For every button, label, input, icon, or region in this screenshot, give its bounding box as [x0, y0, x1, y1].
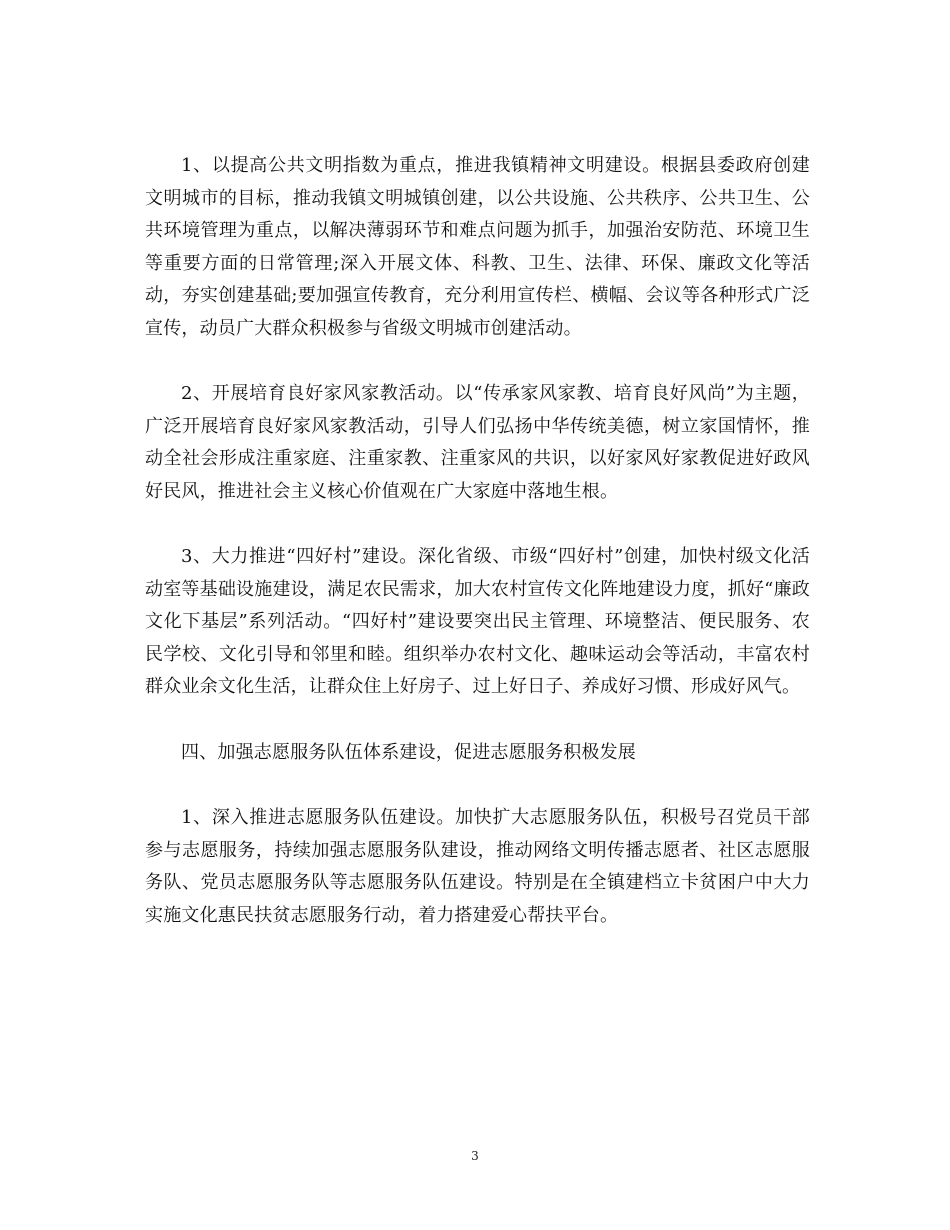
paragraph-gap — [145, 508, 810, 541]
paragraph-family-tradition: 2、开展培育良好家风家教活动。以“传承家风家教、培育良好风尚”为主题，广泛开展培育良好家风家教活动，引导人们弘扬中华传统美德，树立家国情怀，推动全社会形成注重家庭、注重家教、注重家风的共识，以好家风好家教促进好政风好民风，推进社会主义核心价值观在广大家庭中落地生根。 — [145, 383, 810, 502]
page-number: 3 — [471, 1149, 479, 1163]
paragraph-public-civility: 1、以提高公共文明指数为重点，推进我镇精神文明建设。根据县委政府创建文明城市的目标，推动我镇文明城镇创建，以公共设施、公共秩序、公共卫生、公共环境管理为重点，以解决薄弱环节和难点问题为抓手，加强治安防范、环境卫生等重要方面的日常管理;深入开展文体、科教、卫生、法律、环保、廉政文化等活动，夯实创建基础;要加强宣传教育，充分利用宣传栏、横幅、会议等各种形式广泛宣传，动员广大群众积极参与省级文明城市创建活动。 — [145, 155, 810, 339]
section-heading-volunteer-service: 四、加强志愿服务队伍体系建设，促进志愿服务积极发展 — [181, 741, 636, 763]
paragraph-gap — [145, 345, 810, 378]
paragraph-gap — [145, 769, 810, 802]
paragraph-gap — [145, 704, 810, 737]
document-body — [145, 150, 810, 932]
paragraph-four-good-villages: 3、大力推进“四好村”建设。深化省级、市级“四好村”创建，加快村级文化活动室等基础设施建设，满足农民需求，加大农村宣传文化阵地建设力度，抓好“廉政文化下基层”系列活动。“四好村”建设要突出民主管理、环境整洁、便民服务、农民学校、文化引导和邻里和睦。组织举办农村文化、趣味运动会等活动，丰富农村群众业余文化生活，让群众住上好房子、过上好日子、养成好习惯、形成好风气。 — [145, 546, 810, 697]
paragraph-volunteer-teams: 1、深入推进志愿服务队伍建设。加快扩大志愿服务队伍，积极号召党员干部参与志愿服务，持续加强志愿服务队建设，推动网络文明传播志愿者、社区志愿服务队、党员志愿服务队等志愿服务队伍建设。特别是在全镇建档立卡贫困户中大力实施文化惠民扶贫志愿服务行动，着力搭建爱心帮扶平台。 — [145, 807, 810, 926]
